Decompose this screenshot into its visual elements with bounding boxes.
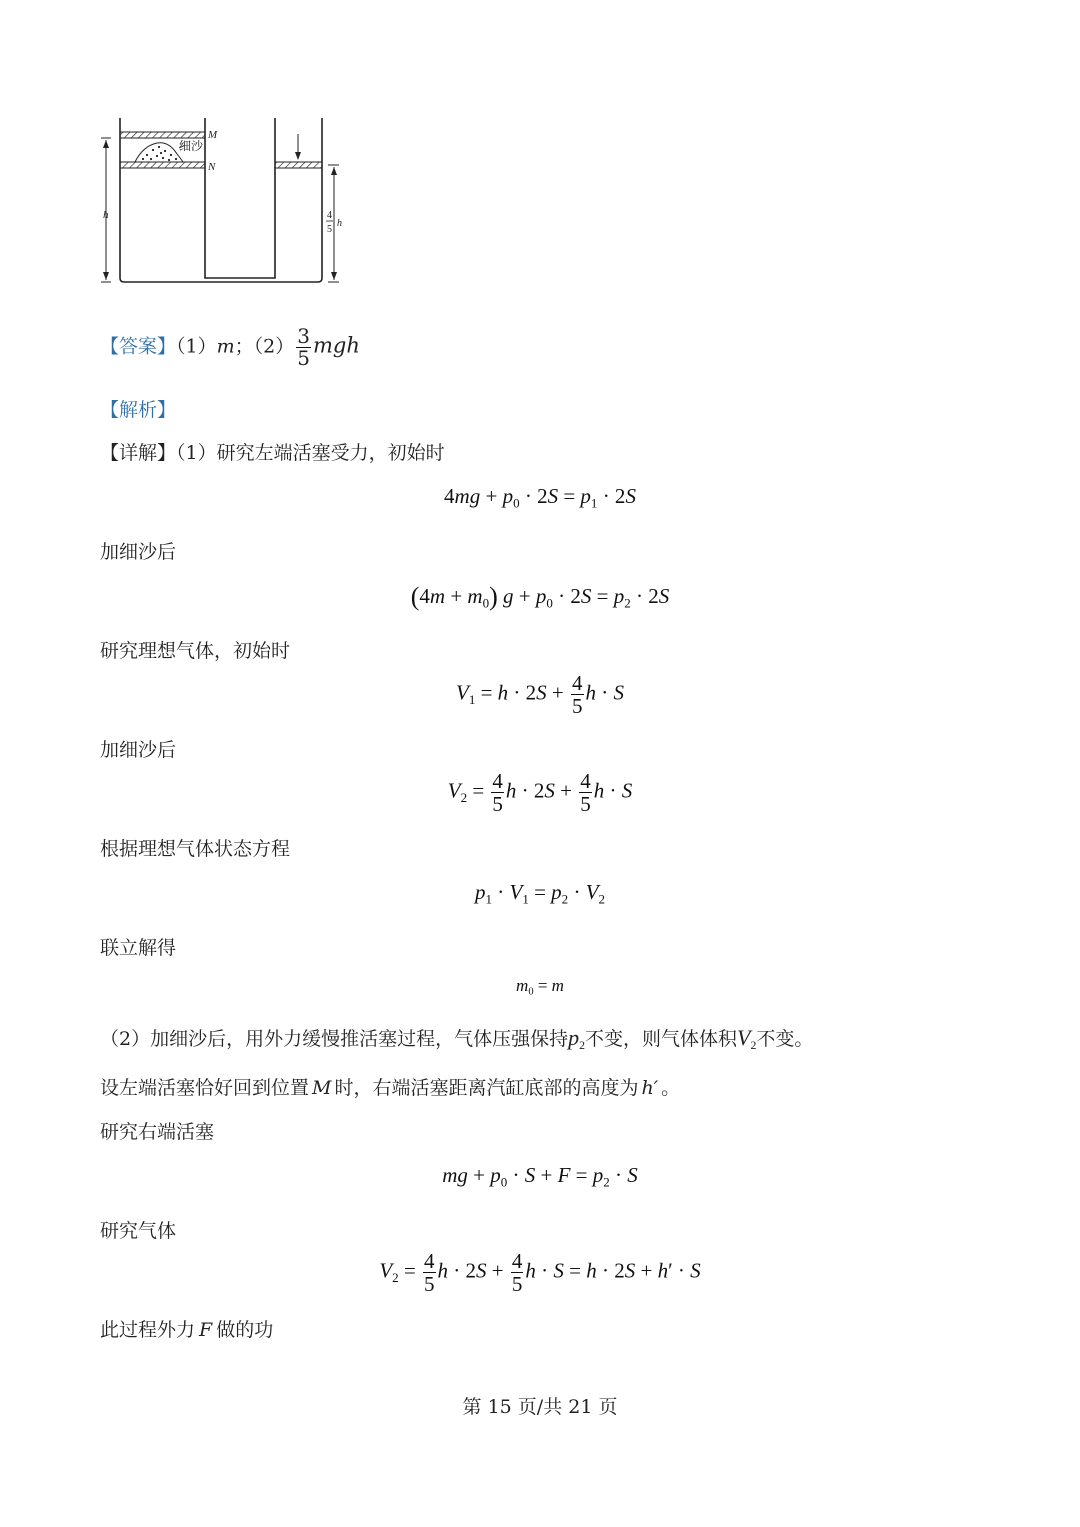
text-solve: 联立解得: [100, 937, 177, 959]
part2-line: （2）加细沙后，用外力缓慢推活塞过程，气体压强保持$p_2$不变，则气体体积$V_2$不变。: [100, 1025, 814, 1053]
answer-line: 【答案】（1）m；（2） $\frac{3}{5}$ mgh: [100, 324, 360, 370]
equation-6: $m_0 = m$: [516, 976, 564, 998]
label-frac-var: h: [337, 218, 342, 229]
page-footer: 第 15 页/共 21 页: [462, 1396, 618, 1418]
equation-1: $4mg + p_0 \cdot 2S = p_1 \cdot 2S$: [444, 484, 636, 511]
detail-label: 【详解】: [100, 442, 177, 464]
text-state-equation: 根据理想气体状态方程: [100, 838, 291, 860]
text-ideal-gas-initial: 研究理想气体，初始时: [100, 640, 291, 662]
equation-7: mg + $p_0 \cdot S + F = p_2 \cdot S$: [442, 1163, 638, 1190]
container-outline: [120, 118, 322, 282]
detail-line: 【详解】（1）研究左端活塞受力，初始时: [100, 442, 445, 464]
piston-N: [120, 162, 205, 168]
piston-right: [275, 162, 322, 168]
cylinder-diagram: [95, 110, 355, 295]
analysis-label: 【解析】: [100, 399, 177, 421]
text-add-sand-2: 加细沙后: [100, 739, 177, 761]
text-add-sand-1: 加细沙后: [100, 541, 177, 563]
label-M: M: [208, 129, 218, 141]
text-study-gas: 研究气体: [100, 1220, 177, 1242]
text-right-piston: 研究右端活塞: [100, 1121, 215, 1143]
equation-4: $V_2$ = $\frac{4}{5}$ h · 2S + $\frac{4}{5}$ h · S: [447, 769, 633, 817]
equation-5: $p_1 \cdot V_1 = p_2 \cdot V_2$: [474, 880, 606, 907]
label-N: N: [208, 161, 216, 173]
sand-label: 细沙: [179, 139, 204, 153]
piston-M: [120, 132, 205, 138]
label-h: h: [103, 209, 109, 221]
label-frac-num: 4: [327, 210, 332, 221]
label-frac-den: 5: [327, 224, 332, 235]
equation-3: $V_1 = h \cdot 2S$ + $\frac{4}{5}$ h · S: [455, 671, 625, 719]
answer-label: 【答案】: [100, 335, 177, 358]
equation-2: $(4m + m_0)$ $g + p_0 \cdot 2S = p_2 \cdot 2S$: [410, 582, 670, 611]
equation-8: $V_2$ = $\frac{4}{5}$ h · 2S + $\frac{4}{5}$ h · S = h · 2S + h′ · S: [379, 1249, 701, 1297]
setup-line: 设左端活塞恰好回到位置 M 时，右端活塞距离汽缸底部的高度为 h′ 。: [100, 1077, 681, 1099]
inner-partition: [205, 118, 275, 278]
work-line: 此过程外力 F 做的功: [100, 1319, 274, 1341]
